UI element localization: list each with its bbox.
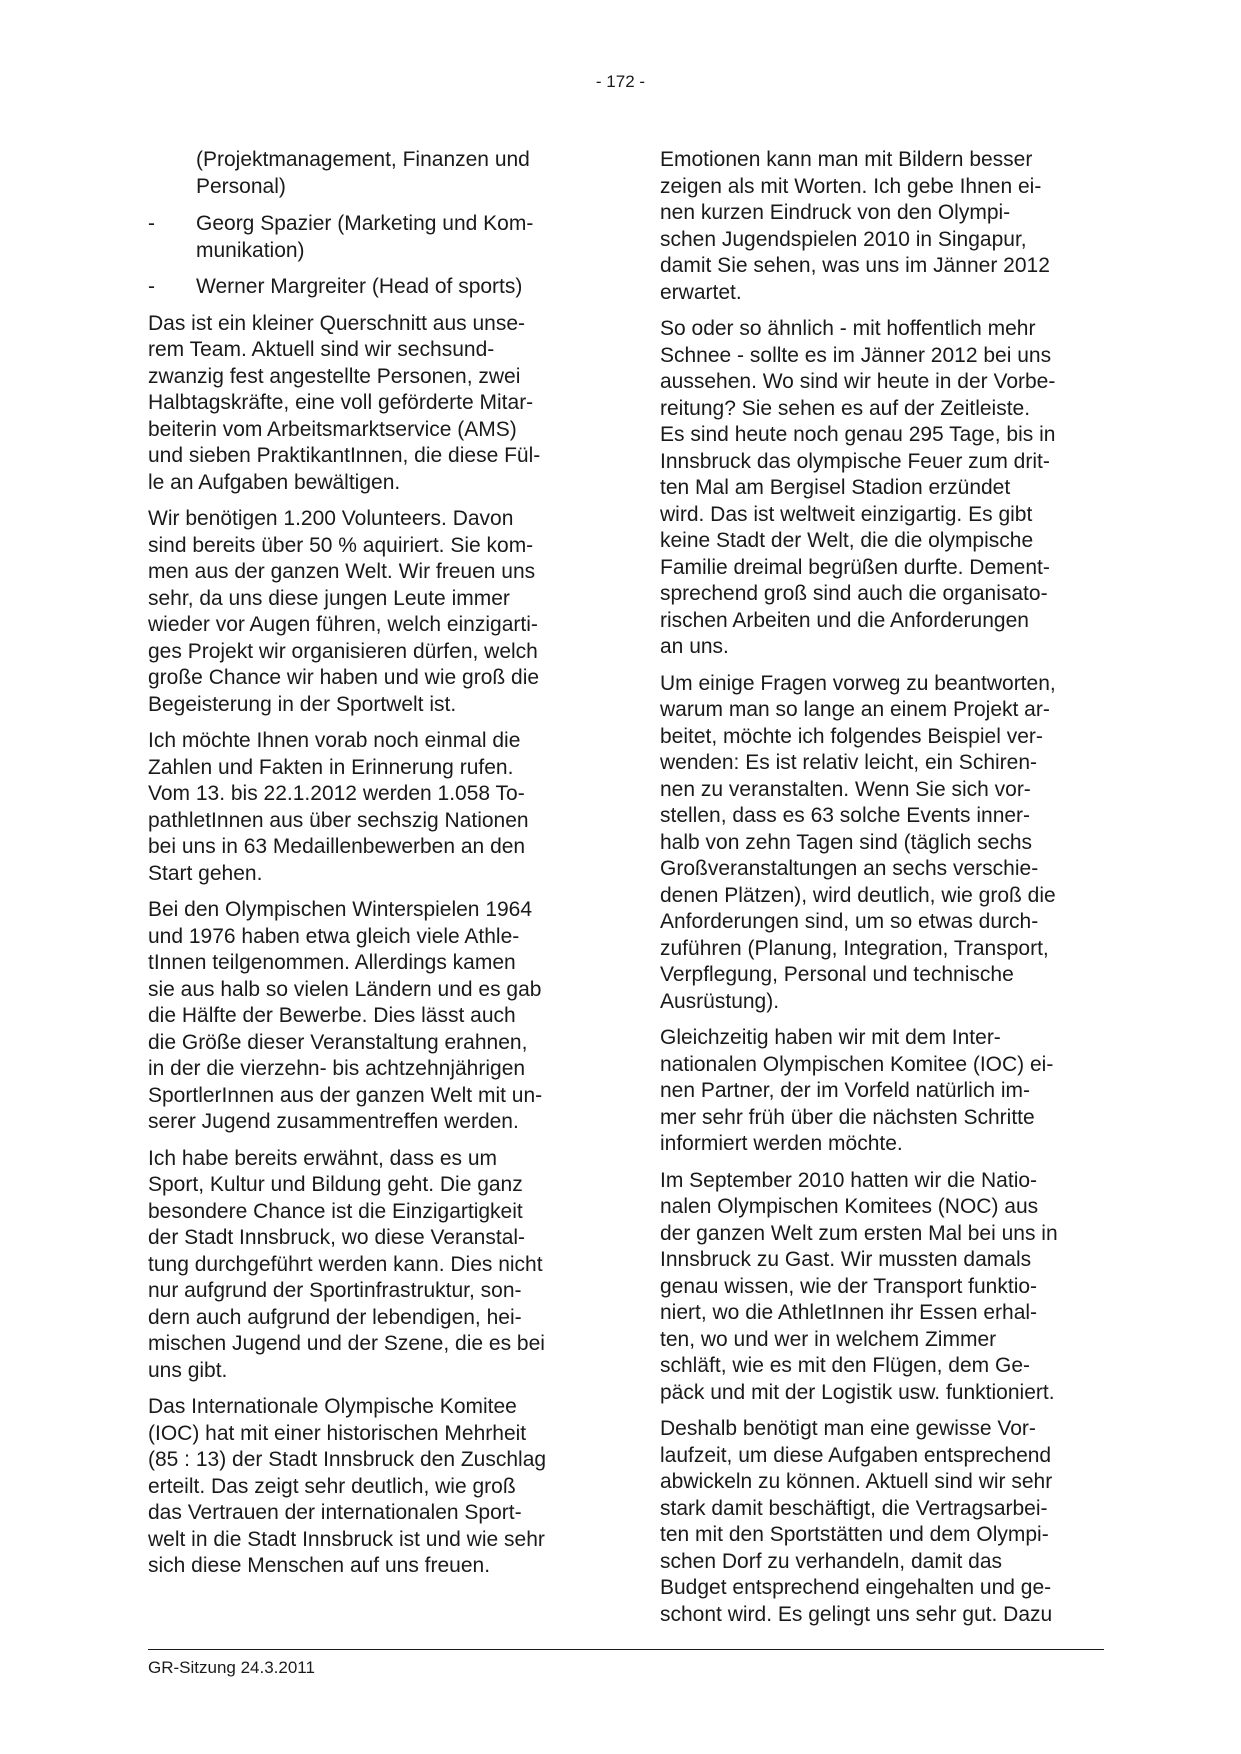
text-line: warum man so lange an einem Projekt ar-	[660, 698, 1050, 721]
text-line: erwartet.	[660, 280, 742, 304]
text-line: zwanzig fest angestellte Personen, zwei	[148, 364, 521, 388]
paragraph	[148, 506, 588, 718]
text-line: nalen Olympischen Komitees (NOC) aus	[660, 1195, 1039, 1218]
text-line: Zahlen und Fakten in Erinnerung rufen.	[148, 755, 514, 779]
paragraph	[148, 311, 588, 497]
text-line: wenden: Es ist relativ leicht, ein Schiren-	[660, 751, 1038, 774]
text-line: Ich möchte Ihnen vorab noch einmal die	[148, 729, 521, 752]
text-line: Verpflegung, Personal und technische	[660, 963, 1014, 986]
text-line: zeigen als mit Worten. Ich gebe Ihnen ei-	[660, 174, 1042, 198]
list-item	[148, 211, 588, 264]
text-line: mer sehr früh über die nächsten Schritte	[660, 1105, 1035, 1129]
text-line: wieder vor Augen führen, welch einzigarti-	[148, 613, 538, 636]
text-line: sprechend groß sind auch die organisato-	[660, 582, 1048, 605]
text-line: denen Plätzen), wird deutlich, wie groß die	[660, 883, 1056, 907]
text-line: ten mit den Sportstätten und dem Olympi-	[660, 1523, 1049, 1546]
text-line: uns gibt.	[148, 1358, 228, 1382]
text-line: stark damit beschäftigt, die Vertragsarbei-	[660, 1496, 1048, 1520]
text-line: (Projektmanagement, Finanzen und	[196, 148, 530, 171]
left-column	[148, 147, 588, 1590]
text-line: welt in die Stadt Innsbruck ist und wie sehr	[148, 1527, 545, 1551]
text-line: Wir benötigen 1.200 Volunteers. Davon	[148, 507, 514, 530]
text-line: schont wird. Es gelingt uns sehr gut. Dazu	[660, 1602, 1053, 1626]
text-line: keine Stadt der Welt, die die olympische	[660, 529, 1034, 552]
text-line: wird. Das ist weltweit einzigartig. Es gibt	[660, 502, 1033, 526]
text-line: in der die vierzehn- bis achtzehnjährigen	[148, 1057, 526, 1080]
right-column	[660, 147, 1100, 1638]
page-number: - 172 -	[595, 72, 646, 91]
text-line: Ausrüstung).	[660, 989, 780, 1013]
paragraph	[148, 728, 588, 887]
text-line: nationalen Olympischen Komitee (IOC) ei-	[660, 1052, 1054, 1076]
text-line: Sport, Kultur und Bildung geht. Die ganz	[148, 1173, 523, 1196]
text-line: (IOC) hat mit einer historischen Mehrheit	[148, 1421, 527, 1445]
text-line: Georg Spazier (Marketing und Kom-	[196, 212, 534, 235]
text-line: Im September 2010 hatten wir die Natio-	[660, 1168, 1038, 1192]
text-line: aussehen. Wo sind wir heute in der Vorbe-	[660, 370, 1056, 393]
text-line: ten Mal am Bergisel Stadion erzündet	[660, 476, 1011, 499]
text-line: le an Aufgaben bewältigen.	[148, 470, 401, 494]
text-line: sind bereits über 50 % aquiriert. Sie kom-	[148, 533, 534, 557]
text-line: große Chance wir haben und wie groß die	[148, 666, 540, 689]
text-line: an uns.	[660, 635, 729, 658]
text-line: Personal)	[196, 174, 286, 198]
footer-divider	[148, 1649, 1104, 1650]
text-line: beiterin vom Arbeitsmarktservice (AMS)	[148, 417, 517, 441]
text-line: ges Projekt wir organisieren dürfen, welch	[148, 639, 538, 663]
text-line: reitung? Sie sehen es auf der Zeitleiste.	[660, 396, 1031, 420]
text-line: Bei den Olympischen Winterspielen 1964	[148, 898, 533, 921]
text-line: Ich habe bereits erwähnt, dass es um	[148, 1146, 498, 1170]
text-line: munikation)	[196, 238, 305, 262]
text-line: Um einige Fragen vorweg zu beantworten,	[660, 671, 1056, 695]
text-line: nen Partner, der im Vorfeld natürlich im-	[660, 1079, 1031, 1102]
text-line: beitet, möchte ich folgendes Beispiel ver-	[660, 724, 1043, 748]
text-line: So oder so ähnlich - mit hoffentlich mehr	[660, 317, 1036, 340]
text-line: Gleichzeitig haben wir mit dem Inter-	[660, 1026, 1001, 1049]
paragraph	[148, 1394, 588, 1580]
text-line: tInnen teilgenommen. Allerdings kamen	[148, 951, 516, 974]
text-line: das Vertrauen der internationalen Sport-	[148, 1501, 522, 1524]
text-line: damit Sie sehen, was uns im Jänner 2012	[660, 254, 1050, 277]
bullet-dash: -	[148, 275, 155, 298]
text-line: rischen Arbeiten und die Anforderungen	[660, 608, 1029, 632]
text-line: schen Jugendspielen 2010 in Singapur,	[660, 227, 1027, 251]
list-item	[148, 274, 588, 301]
text-line: zuführen (Planung, Integration, Transport,	[660, 936, 1049, 960]
text-line: und 1976 haben etwa gleich viele Athle-	[148, 924, 520, 948]
text-line: die Hälfte der Bewerbe. Dies lässt auch	[148, 1004, 516, 1027]
text-line: und sieben PraktikantInnen, die diese Fül-	[148, 444, 541, 467]
text-line: Innsbruck das olympische Feuer zum drit-	[660, 449, 1050, 473]
text-line: Begeisterung in der Sportwelt ist.	[148, 692, 457, 716]
text-line: Werner Margreiter (Head of sports)	[196, 275, 523, 298]
text-line: der ganzen Welt zum ersten Mal bei uns in	[660, 1221, 1058, 1245]
text-line: niert, wo die AthletInnen ihr Essen erhal-	[660, 1301, 1038, 1324]
text-line: schen Dorf zu verhandeln, damit das	[660, 1549, 1003, 1573]
text-line: sehr, da uns diese jungen Leute immer	[148, 586, 510, 610]
text-line: besondere Chance ist die Einzigartigkeit	[148, 1199, 523, 1223]
paragraph	[148, 1146, 588, 1385]
paragraph	[660, 1025, 1100, 1158]
text-line: Start gehen.	[148, 861, 263, 885]
text-line: serer Jugend zusammentreffen werden.	[148, 1110, 519, 1133]
text-line: men aus der ganzen Welt. Wir freuen uns	[148, 560, 536, 583]
text-line: informiert werden möchte.	[660, 1132, 903, 1155]
text-line: Es sind heute noch genau 295 Tage, bis in	[660, 423, 1056, 446]
text-line: Schnee - sollte es im Jänner 2012 bei uns	[660, 343, 1052, 367]
paragraph	[148, 897, 588, 1136]
text-line: nen kurzen Eindruck von den Olympi-	[660, 201, 1011, 224]
text-line: Vom 13. bis 22.1.2012 werden 1.058 To-	[148, 782, 525, 805]
text-line: päck und mit der Logistik usw. funktioniert.	[660, 1380, 1055, 1404]
text-line: erteilt. Das zeigt sehr deutlich, wie groß	[148, 1474, 516, 1498]
bullet-dash: -	[148, 212, 155, 235]
text-line: Budget entsprechend eingehalten und ge-	[660, 1576, 1052, 1599]
text-line: ten, wo und wer in welchem Zimmer	[660, 1327, 997, 1351]
text-line: Das Internationale Olympische Komitee	[148, 1395, 517, 1418]
text-line: laufzeit, um diese Aufgaben entsprechend	[660, 1443, 1052, 1467]
text-line: Großveranstaltungen an sechs verschie-	[660, 857, 1039, 880]
text-line: tung durchgeführt werden kann. Dies nicht	[148, 1252, 543, 1276]
text-line: Das ist ein kleiner Querschnitt aus unse-	[148, 311, 526, 335]
text-line: abwickeln zu können. Aktuell sind wir sehr	[660, 1470, 1053, 1493]
text-line: nen zu veranstalten. Wenn Sie sich vor-	[660, 777, 1031, 801]
paragraph	[660, 316, 1100, 661]
text-line: Emotionen kann man mit Bildern besser	[660, 148, 1033, 171]
text-line: genau wissen, wie der Transport funktio-	[660, 1274, 1038, 1298]
text-line: pathletInnen aus über sechszig Nationen	[148, 808, 529, 832]
text-line: der Stadt Innsbruck, wo diese Veranstal-	[148, 1226, 526, 1249]
footer-text: GR-Sitzung 24.3.2011	[148, 1658, 315, 1677]
text-line: sie aus halb so vielen Ländern und es gab	[148, 977, 542, 1001]
text-line: die Größe dieser Veranstaltung erahnen,	[148, 1030, 528, 1054]
text-line: bei uns in 63 Medaillenbewerben an den	[148, 835, 526, 858]
text-line: dern auch aufgrund der lebendigen, hei-	[148, 1305, 522, 1329]
intro-continuation	[148, 147, 588, 200]
text-line: halb von zehn Tagen sind (täglich sechs	[660, 830, 1033, 854]
paragraph	[660, 671, 1100, 1016]
text-line: Innsbruck zu Gast. Wir mussten damals	[660, 1248, 1032, 1271]
paragraph	[660, 1416, 1100, 1628]
text-line: Halbtagskräfte, eine voll geförderte Mitar-	[148, 391, 534, 414]
paragraph	[660, 1168, 1100, 1407]
text-line: mischen Jugend und der Szene, die es bei	[148, 1332, 545, 1355]
text-line: Familie dreimal begrüßen durfte. Dement-	[660, 555, 1050, 579]
paragraph	[660, 147, 1100, 306]
text-line: nur aufgrund der Sportinfrastruktur, son-	[148, 1279, 522, 1302]
text-line: (85 : 13) der Stadt Innsbruck den Zuschlag	[148, 1448, 547, 1471]
text-line: stellen, dass es 63 solche Events inner-	[660, 804, 1031, 827]
text-line: rem Team. Aktuell sind wir sechsund-	[148, 338, 495, 361]
text-line: Anforderungen sind, um so etwas durch-	[660, 910, 1039, 933]
text-line: schläft, wie es mit den Flügen, dem Ge-	[660, 1354, 1030, 1377]
text-line: sich diese Menschen auf uns freuen.	[148, 1554, 491, 1577]
text-line: Deshalb benötigt man eine gewisse Vor-	[660, 1417, 1036, 1440]
text-line: SportlerInnen aus der ganzen Welt mit un-	[148, 1083, 543, 1107]
